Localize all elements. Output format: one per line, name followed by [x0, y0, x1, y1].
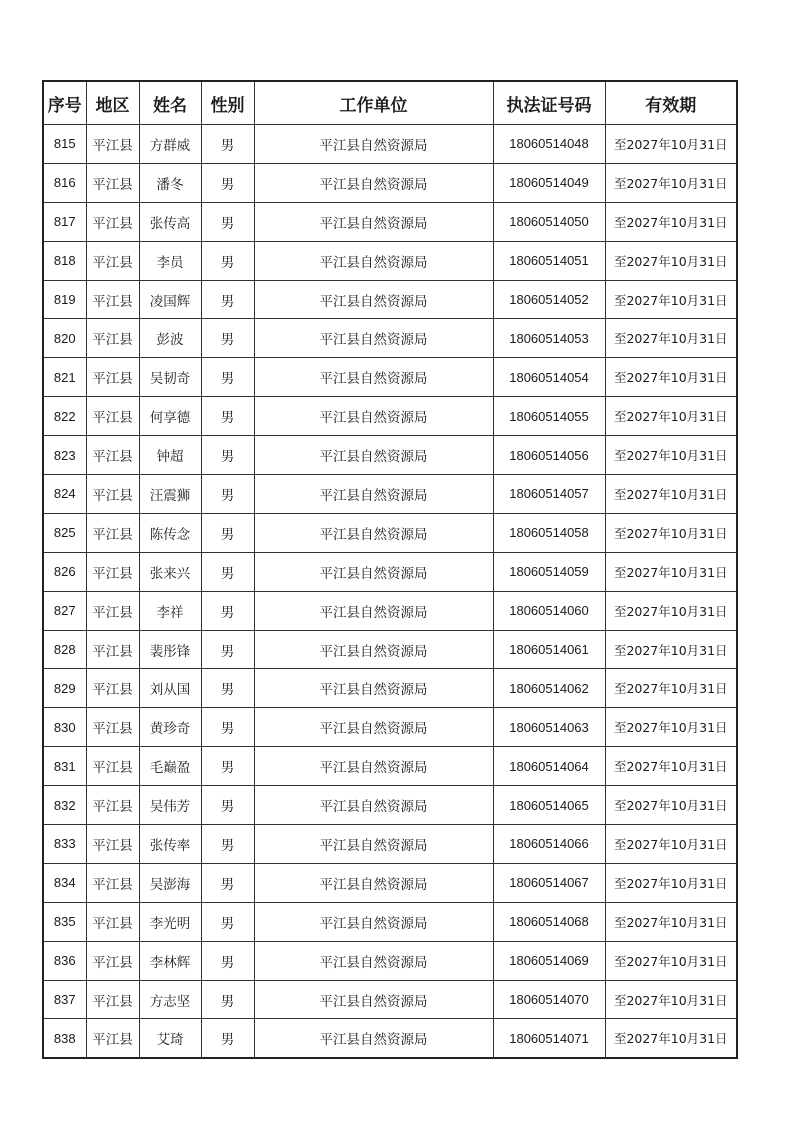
cell-name: 毛巅盈 [139, 747, 201, 786]
cell-gender: 男 [201, 436, 254, 475]
cell-work-unit: 平江县自然资源局 [254, 863, 493, 902]
cell-index: 818 [43, 241, 86, 280]
table-row [43, 319, 737, 358]
personnel-table [42, 80, 738, 1059]
cell-name: 彭波 [139, 319, 201, 358]
cell-gender: 男 [201, 319, 254, 358]
table-row [43, 708, 737, 747]
cell-validity: 至2027年10月31日 [605, 591, 737, 630]
table-row [43, 552, 737, 591]
cell-index: 838 [43, 1019, 86, 1058]
cell-validity: 至2027年10月31日 [605, 280, 737, 319]
cell-license-number: 18060514062 [493, 669, 605, 708]
cell-index: 831 [43, 747, 86, 786]
table-row [43, 902, 737, 941]
cell-work-unit: 平江县自然资源局 [254, 163, 493, 202]
cell-index: 833 [43, 825, 86, 864]
cell-validity: 至2027年10月31日 [605, 747, 737, 786]
cell-name: 潘冬 [139, 163, 201, 202]
cell-name: 李林辉 [139, 941, 201, 980]
cell-work-unit: 平江县自然资源局 [254, 1019, 493, 1058]
cell-gender: 男 [201, 125, 254, 164]
table-row [43, 358, 737, 397]
header-index: 序号 [43, 81, 86, 125]
cell-gender: 男 [201, 358, 254, 397]
cell-license-number: 18060514065 [493, 786, 605, 825]
cell-region: 平江县 [86, 436, 139, 475]
cell-license-number: 18060514070 [493, 980, 605, 1019]
table-row [43, 436, 737, 475]
cell-name: 吴澎海 [139, 863, 201, 902]
cell-name: 张传高 [139, 202, 201, 241]
cell-validity: 至2027年10月31日 [605, 786, 737, 825]
table-row [43, 280, 737, 319]
cell-index: 827 [43, 591, 86, 630]
cell-validity: 至2027年10月31日 [605, 863, 737, 902]
cell-work-unit: 平江县自然资源局 [254, 475, 493, 514]
cell-license-number: 18060514060 [493, 591, 605, 630]
cell-work-unit: 平江县自然资源局 [254, 825, 493, 864]
cell-gender: 男 [201, 747, 254, 786]
cell-region: 平江县 [86, 591, 139, 630]
cell-index: 823 [43, 436, 86, 475]
table-row [43, 125, 737, 164]
cell-index: 832 [43, 786, 86, 825]
cell-gender: 男 [201, 513, 254, 552]
table-row [43, 513, 737, 552]
cell-gender: 男 [201, 669, 254, 708]
cell-validity: 至2027年10月31日 [605, 552, 737, 591]
cell-name: 凌国辉 [139, 280, 201, 319]
cell-license-number: 18060514050 [493, 202, 605, 241]
cell-region: 平江县 [86, 319, 139, 358]
table-row [43, 863, 737, 902]
cell-validity: 至2027年10月31日 [605, 980, 737, 1019]
cell-region: 平江县 [86, 980, 139, 1019]
table-row [43, 591, 737, 630]
cell-region: 平江县 [86, 786, 139, 825]
cell-work-unit: 平江县自然资源局 [254, 280, 493, 319]
cell-region: 平江县 [86, 552, 139, 591]
cell-name: 陈传念 [139, 513, 201, 552]
table-row [43, 786, 737, 825]
cell-work-unit: 平江县自然资源局 [254, 552, 493, 591]
cell-name: 方群威 [139, 125, 201, 164]
table-row [43, 163, 737, 202]
cell-region: 平江县 [86, 708, 139, 747]
header-name: 姓名 [139, 81, 201, 125]
cell-name: 钟超 [139, 436, 201, 475]
cell-work-unit: 平江县自然资源局 [254, 397, 493, 436]
cell-license-number: 18060514049 [493, 163, 605, 202]
cell-work-unit: 平江县自然资源局 [254, 747, 493, 786]
cell-region: 平江县 [86, 902, 139, 941]
table-row [43, 825, 737, 864]
cell-validity: 至2027年10月31日 [605, 202, 737, 241]
cell-work-unit: 平江县自然资源局 [254, 786, 493, 825]
cell-license-number: 18060514067 [493, 863, 605, 902]
cell-index: 829 [43, 669, 86, 708]
cell-work-unit: 平江县自然资源局 [254, 358, 493, 397]
cell-region: 平江县 [86, 669, 139, 708]
cell-gender: 男 [201, 708, 254, 747]
cell-validity: 至2027年10月31日 [605, 436, 737, 475]
cell-region: 平江县 [86, 397, 139, 436]
cell-index: 819 [43, 280, 86, 319]
cell-license-number: 18060514059 [493, 552, 605, 591]
table-row [43, 241, 737, 280]
cell-work-unit: 平江县自然资源局 [254, 241, 493, 280]
cell-validity: 至2027年10月31日 [605, 630, 737, 669]
cell-name: 刘从国 [139, 669, 201, 708]
cell-region: 平江县 [86, 202, 139, 241]
cell-region: 平江县 [86, 1019, 139, 1058]
cell-validity: 至2027年10月31日 [605, 397, 737, 436]
cell-index: 830 [43, 708, 86, 747]
cell-name: 李员 [139, 241, 201, 280]
cell-validity: 至2027年10月31日 [605, 669, 737, 708]
cell-region: 平江县 [86, 358, 139, 397]
cell-license-number: 18060514052 [493, 280, 605, 319]
cell-gender: 男 [201, 630, 254, 669]
cell-region: 平江县 [86, 825, 139, 864]
cell-gender: 男 [201, 475, 254, 514]
cell-index: 825 [43, 513, 86, 552]
cell-index: 837 [43, 980, 86, 1019]
cell-gender: 男 [201, 863, 254, 902]
header-region: 地区 [86, 81, 139, 125]
cell-work-unit: 平江县自然资源局 [254, 708, 493, 747]
table-row [43, 747, 737, 786]
cell-work-unit: 平江县自然资源局 [254, 125, 493, 164]
header-gender: 性别 [201, 81, 254, 125]
table-row [43, 941, 737, 980]
cell-name: 李光明 [139, 902, 201, 941]
cell-region: 平江县 [86, 513, 139, 552]
cell-validity: 至2027年10月31日 [605, 475, 737, 514]
cell-work-unit: 平江县自然资源局 [254, 902, 493, 941]
cell-region: 平江县 [86, 630, 139, 669]
cell-name: 裴彤锋 [139, 630, 201, 669]
header-validity: 有效期 [605, 81, 737, 125]
cell-gender: 男 [201, 202, 254, 241]
table-row [43, 980, 737, 1019]
cell-name: 张来兴 [139, 552, 201, 591]
cell-license-number: 18060514048 [493, 125, 605, 164]
cell-index: 822 [43, 397, 86, 436]
cell-license-number: 18060514051 [493, 241, 605, 280]
cell-name: 吴韧奇 [139, 358, 201, 397]
cell-license-number: 18060514064 [493, 747, 605, 786]
cell-region: 平江县 [86, 941, 139, 980]
cell-name: 吴伟芳 [139, 786, 201, 825]
cell-validity: 至2027年10月31日 [605, 241, 737, 280]
cell-gender: 男 [201, 825, 254, 864]
cell-work-unit: 平江县自然资源局 [254, 513, 493, 552]
cell-work-unit: 平江县自然资源局 [254, 980, 493, 1019]
cell-index: 815 [43, 125, 86, 164]
cell-validity: 至2027年10月31日 [605, 708, 737, 747]
header-row [43, 81, 737, 125]
cell-name: 何享德 [139, 397, 201, 436]
cell-validity: 至2027年10月31日 [605, 513, 737, 552]
cell-gender: 男 [201, 241, 254, 280]
cell-license-number: 18060514061 [493, 630, 605, 669]
cell-name: 李祥 [139, 591, 201, 630]
table-row [43, 202, 737, 241]
cell-region: 平江县 [86, 747, 139, 786]
cell-index: 817 [43, 202, 86, 241]
cell-gender: 男 [201, 786, 254, 825]
cell-validity: 至2027年10月31日 [605, 163, 737, 202]
cell-license-number: 18060514068 [493, 902, 605, 941]
cell-gender: 男 [201, 163, 254, 202]
cell-license-number: 18060514069 [493, 941, 605, 980]
table-row [43, 397, 737, 436]
cell-validity: 至2027年10月31日 [605, 358, 737, 397]
cell-license-number: 18060514056 [493, 436, 605, 475]
table-row [43, 669, 737, 708]
cell-validity: 至2027年10月31日 [605, 941, 737, 980]
cell-license-number: 18060514066 [493, 825, 605, 864]
header-work-unit: 工作单位 [254, 81, 493, 125]
cell-license-number: 18060514053 [493, 319, 605, 358]
table-header [43, 81, 737, 125]
cell-index: 828 [43, 630, 86, 669]
cell-index: 816 [43, 163, 86, 202]
cell-validity: 至2027年10月31日 [605, 902, 737, 941]
cell-gender: 男 [201, 980, 254, 1019]
cell-work-unit: 平江县自然资源局 [254, 202, 493, 241]
cell-work-unit: 平江县自然资源局 [254, 669, 493, 708]
cell-work-unit: 平江县自然资源局 [254, 941, 493, 980]
cell-license-number: 18060514057 [493, 475, 605, 514]
cell-validity: 至2027年10月31日 [605, 825, 737, 864]
cell-license-number: 18060514058 [493, 513, 605, 552]
table-row [43, 630, 737, 669]
cell-region: 平江县 [86, 863, 139, 902]
cell-gender: 男 [201, 591, 254, 630]
cell-region: 平江县 [86, 280, 139, 319]
cell-region: 平江县 [86, 241, 139, 280]
cell-index: 821 [43, 358, 86, 397]
cell-validity: 至2027年10月31日 [605, 319, 737, 358]
cell-work-unit: 平江县自然资源局 [254, 319, 493, 358]
cell-region: 平江县 [86, 475, 139, 514]
cell-index: 834 [43, 863, 86, 902]
cell-license-number: 18060514054 [493, 358, 605, 397]
cell-index: 820 [43, 319, 86, 358]
cell-gender: 男 [201, 902, 254, 941]
table-row [43, 1019, 737, 1058]
cell-index: 836 [43, 941, 86, 980]
cell-gender: 男 [201, 397, 254, 436]
cell-gender: 男 [201, 280, 254, 319]
cell-gender: 男 [201, 552, 254, 591]
cell-index: 826 [43, 552, 86, 591]
cell-index: 824 [43, 475, 86, 514]
cell-license-number: 18060514071 [493, 1019, 605, 1058]
cell-work-unit: 平江县自然资源局 [254, 630, 493, 669]
cell-gender: 男 [201, 941, 254, 980]
cell-region: 平江县 [86, 163, 139, 202]
table-row [43, 475, 737, 514]
cell-name: 艾琦 [139, 1019, 201, 1058]
cell-license-number: 18060514063 [493, 708, 605, 747]
cell-validity: 至2027年10月31日 [605, 125, 737, 164]
cell-work-unit: 平江县自然资源局 [254, 436, 493, 475]
cell-region: 平江县 [86, 125, 139, 164]
cell-name: 黄珍奇 [139, 708, 201, 747]
cell-name: 汪震狮 [139, 475, 201, 514]
cell-license-number: 18060514055 [493, 397, 605, 436]
cell-name: 方志坚 [139, 980, 201, 1019]
cell-index: 835 [43, 902, 86, 941]
table-body [43, 125, 737, 1059]
cell-name: 张传率 [139, 825, 201, 864]
cell-validity: 至2027年10月31日 [605, 1019, 737, 1058]
cell-gender: 男 [201, 1019, 254, 1058]
cell-work-unit: 平江县自然资源局 [254, 591, 493, 630]
header-license-number: 执法证号码 [493, 81, 605, 125]
